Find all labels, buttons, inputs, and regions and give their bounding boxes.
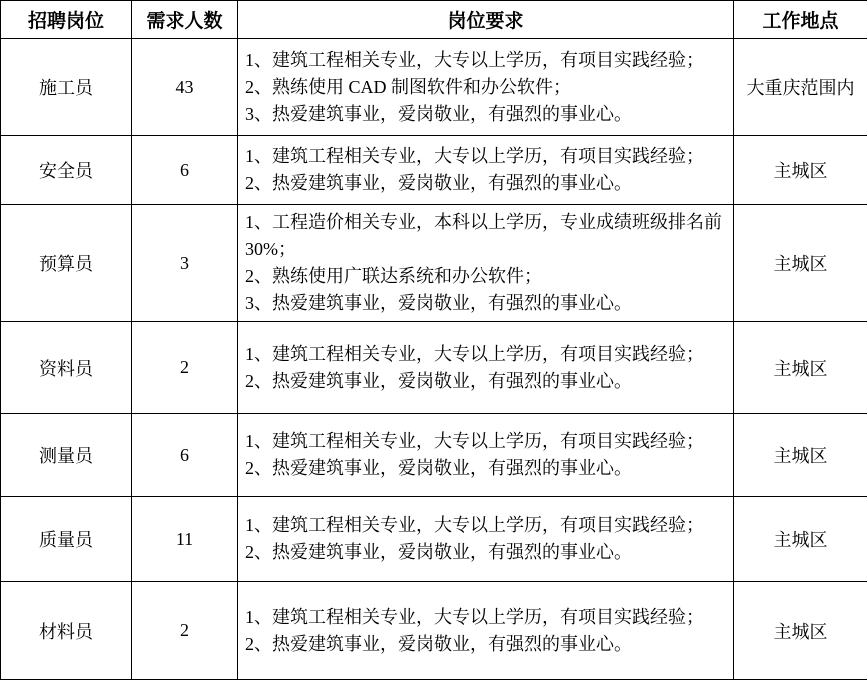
requirement-line: 2、热爱建筑事业，爱岗敬业，有强烈的事业心。 <box>245 539 727 566</box>
table-row <box>1 582 867 680</box>
cell-requirements <box>238 136 734 205</box>
table-row <box>1 205 867 322</box>
cell-position: 质量员 <box>1 497 132 582</box>
cell-location: 主城区 <box>734 205 867 322</box>
table-row <box>1 136 867 205</box>
cell-location: 主城区 <box>734 136 867 205</box>
cell-requirements <box>238 497 734 582</box>
requirement-line: 1、建筑工程相关专业，大专以上学历，有项目实践经验； <box>245 341 727 368</box>
cell-location: 主城区 <box>734 497 867 582</box>
cell-location: 主城区 <box>734 322 867 414</box>
cell-position: 预算员 <box>1 205 132 322</box>
requirement-line: 2、熟练使用 CAD 制图软件和办公软件； <box>245 74 727 101</box>
cell-position: 安全员 <box>1 136 132 205</box>
requirement-line: 3、热爱建筑事业，爱岗敬业，有强烈的事业心。 <box>245 101 727 128</box>
cell-location: 主城区 <box>734 582 867 680</box>
cell-location: 大重庆范围内 <box>734 39 867 136</box>
table-row <box>1 497 867 582</box>
header-requirements: 岗位要求 <box>238 1 734 39</box>
header-position: 招聘岗位 <box>1 1 132 39</box>
cell-requirements <box>238 39 734 136</box>
cell-count: 2 <box>132 582 238 680</box>
table-row <box>1 322 867 414</box>
cell-location: 主城区 <box>734 414 867 497</box>
requirement-line: 2、热爱建筑事业，爱岗敬业，有强烈的事业心。 <box>245 455 727 482</box>
requirement-line: 1、建筑工程相关专业，大专以上学历，有项目实践经验； <box>245 604 727 631</box>
requirement-line: 1、工程造价相关专业，本科以上学历，专业成绩班级排名前 <box>245 209 727 236</box>
requirement-line: 1、建筑工程相关专业，大专以上学历，有项目实践经验； <box>245 143 727 170</box>
requirement-line: 1、建筑工程相关专业，大专以上学历，有项目实践经验； <box>245 47 727 74</box>
cell-count: 3 <box>132 205 238 322</box>
requirement-line: 2、熟练使用广联达系统和办公软件； <box>245 263 727 290</box>
cell-count: 6 <box>132 136 238 205</box>
cell-position: 资料员 <box>1 322 132 414</box>
cell-position: 施工员 <box>1 39 132 136</box>
requirement-line: 3、热爱建筑事业，爱岗敬业，有强烈的事业心。 <box>245 290 727 317</box>
header-location: 工作地点 <box>734 1 867 39</box>
requirement-line: 2、热爱建筑事业，爱岗敬业，有强烈的事业心。 <box>245 631 727 658</box>
cell-count: 2 <box>132 322 238 414</box>
requirement-line: 1、建筑工程相关专业，大专以上学历，有项目实践经验； <box>245 428 727 455</box>
header-count: 需求人数 <box>132 1 238 39</box>
cell-requirements <box>238 322 734 414</box>
requirement-line: 1、建筑工程相关专业，大专以上学历，有项目实践经验； <box>245 512 727 539</box>
cell-count: 6 <box>132 414 238 497</box>
table-row <box>1 414 867 497</box>
cell-requirements <box>238 414 734 497</box>
cell-position: 材料员 <box>1 582 132 680</box>
cell-count: 11 <box>132 497 238 582</box>
cell-requirements <box>238 582 734 680</box>
cell-position: 测量员 <box>1 414 132 497</box>
requirement-line: 2、热爱建筑事业，爱岗敬业，有强烈的事业心。 <box>245 368 727 395</box>
cell-count: 43 <box>132 39 238 136</box>
cell-requirements <box>238 205 734 322</box>
requirement-line: 2、热爱建筑事业，爱岗敬业，有强烈的事业心。 <box>245 170 727 197</box>
requirement-line: 30%； <box>245 236 727 263</box>
table-row <box>1 39 867 136</box>
header-row <box>1 1 867 39</box>
